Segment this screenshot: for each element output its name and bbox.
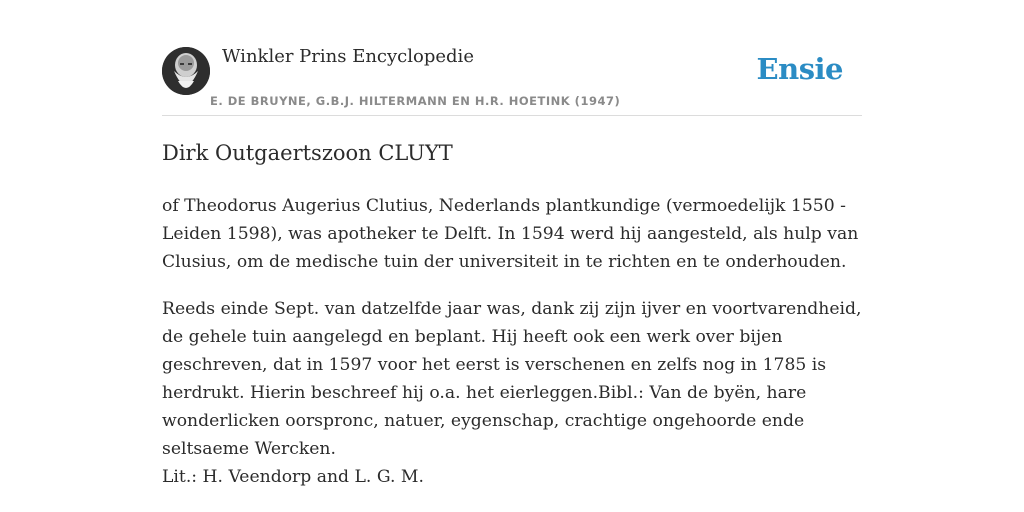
brand-logo[interactable]: Ensie [756,52,843,86]
authors-line: E. DE BRUYNE, G.B.J. HILTERMANN EN H.R. HOETINK (1947) [210,94,621,108]
page-container [162,0,862,487]
article-title: Dirk Outgaertszoon CLUYT [162,141,453,165]
author-avatar-icon[interactable] [162,47,210,95]
header [162,0,862,116]
site-title[interactable]: Winkler Prins Encyclopedie [222,46,474,67]
article-paragraph: of Theodorus Augerius Clutius, Nederlands plantkundige (vermoedelijk 1550 - Leiden 1598), was apotheker te Delft. In 1594 werd hij aangesteld, als hulp van Clusius, om de medische tuin der universiteit in te richten en te onderhouden. [162,196,859,272]
article-paragraph: Reeds einde Sept. van datzelfde jaar was, dank zij zijn ijver en voortvarendheid, de gehele tuin aangelegd en beplant. Hij heeft ook een werk over bijen geschreven, dat in 1597 voor het eerst is verschenen en zelfs nog in 1785 is herdrukt. Hierin beschreef hij o.a. het eierleggen.Bibl.: Van de byën, hare wonderlicken oorspronc, natuer, eygenschap, crachtige ongehoorde ende seltsaeme Wercken. [162,299,862,459]
article-paragraph: Lit.: H. Veendorp and L. G. M. [162,467,424,487]
